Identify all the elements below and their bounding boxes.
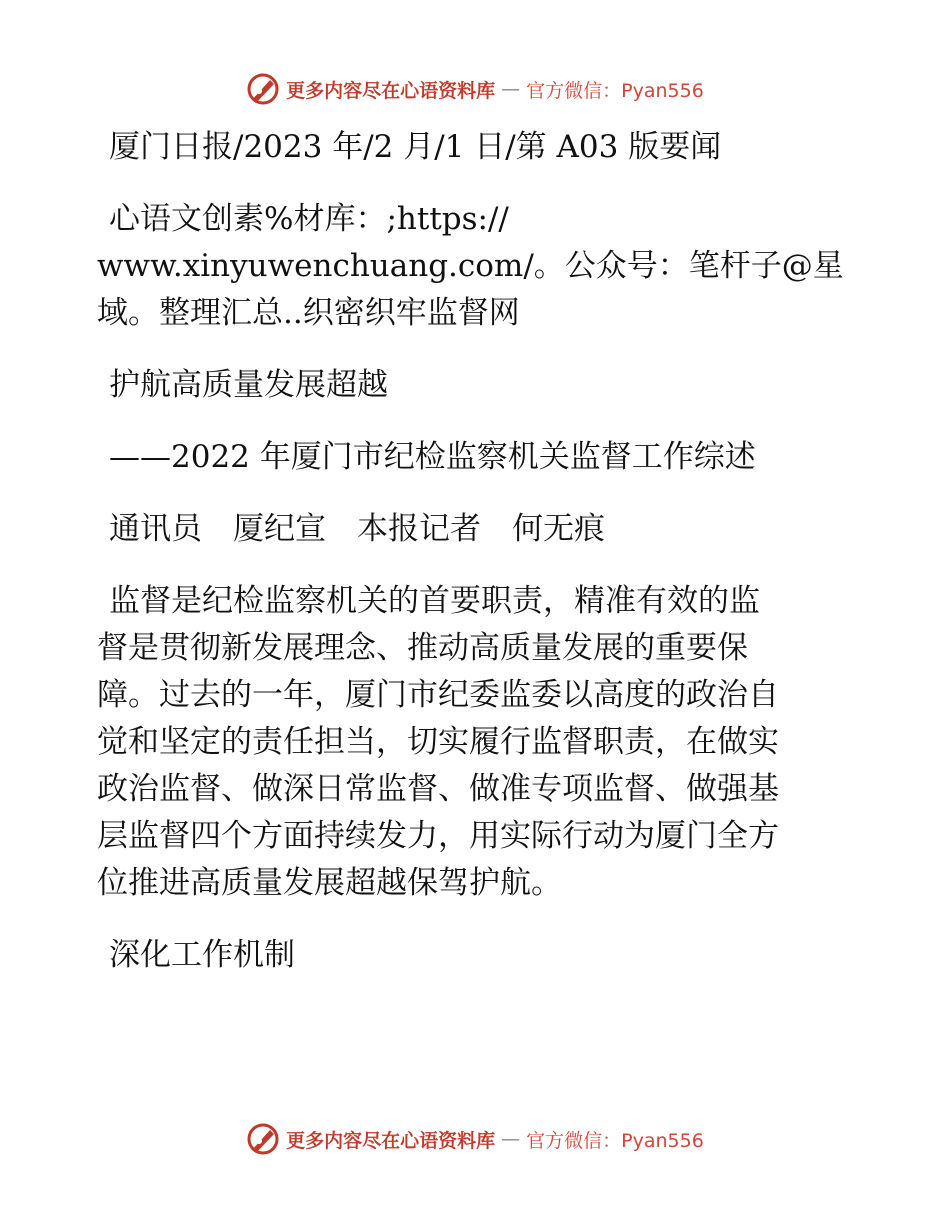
body-line: 督是贯彻新发展理念、推动高质量发展的重要保 (97, 630, 748, 666)
notice-line: www.xinyuwenchuang.com/。公众号：笔杆子@星 (97, 248, 844, 284)
section-heading: 深化工作机制 (109, 937, 295, 973)
body-line: 位推进高质量发展超越保驾护航。 (97, 865, 562, 901)
watermark-separator: — (501, 1128, 521, 1150)
watermark-contact: 官方微信：Pyan556 (526, 79, 704, 102)
headline: 护航高质量发展超越 (109, 367, 388, 403)
body-line: 障。过去的一年，厦门市纪委监委以高度的政治自 (97, 677, 779, 713)
document-body (97, 124, 857, 979)
watermark-footer (0, 1122, 950, 1156)
subheadline: ——2022 年厦门市纪检监察机关监督工作综述 (109, 439, 756, 475)
notice-line: 域。整理汇总..织密织牢监督网 (97, 295, 520, 331)
watermark-header (0, 72, 950, 106)
body-line: 层监督四个方面持续发力，用实际行动为厦门全方 (97, 818, 779, 854)
byline: 通讯员 厦纪宣 本报记者 何无痕 (109, 511, 605, 547)
watermark-text: 更多内容尽在心语资料库 (286, 79, 496, 102)
source-line: 厦门日报/2023 年/2 月/1 日/第 A03 版要闻 (109, 129, 722, 165)
body-paragraph (97, 578, 857, 907)
body-line: 政治监督、做深日常监督、做准专项监督、做强基 (97, 771, 779, 807)
watermark-text: 更多内容尽在心语资料库 (286, 1129, 496, 1152)
pen-logo-icon (246, 1122, 280, 1156)
watermark-contact: 官方微信：Pyan556 (526, 1129, 704, 1152)
notice-paragraph (97, 196, 857, 337)
pen-logo-icon (246, 72, 280, 106)
body-line: 监督是纪检监察机关的首要职责，精准有效的监 (109, 583, 760, 619)
body-line: 觉和坚定的责任担当，切实履行监督职责，在做实 (97, 724, 779, 760)
watermark-separator: — (501, 78, 521, 100)
notice-line: 心语文创素%材库：;https:// (109, 201, 509, 237)
